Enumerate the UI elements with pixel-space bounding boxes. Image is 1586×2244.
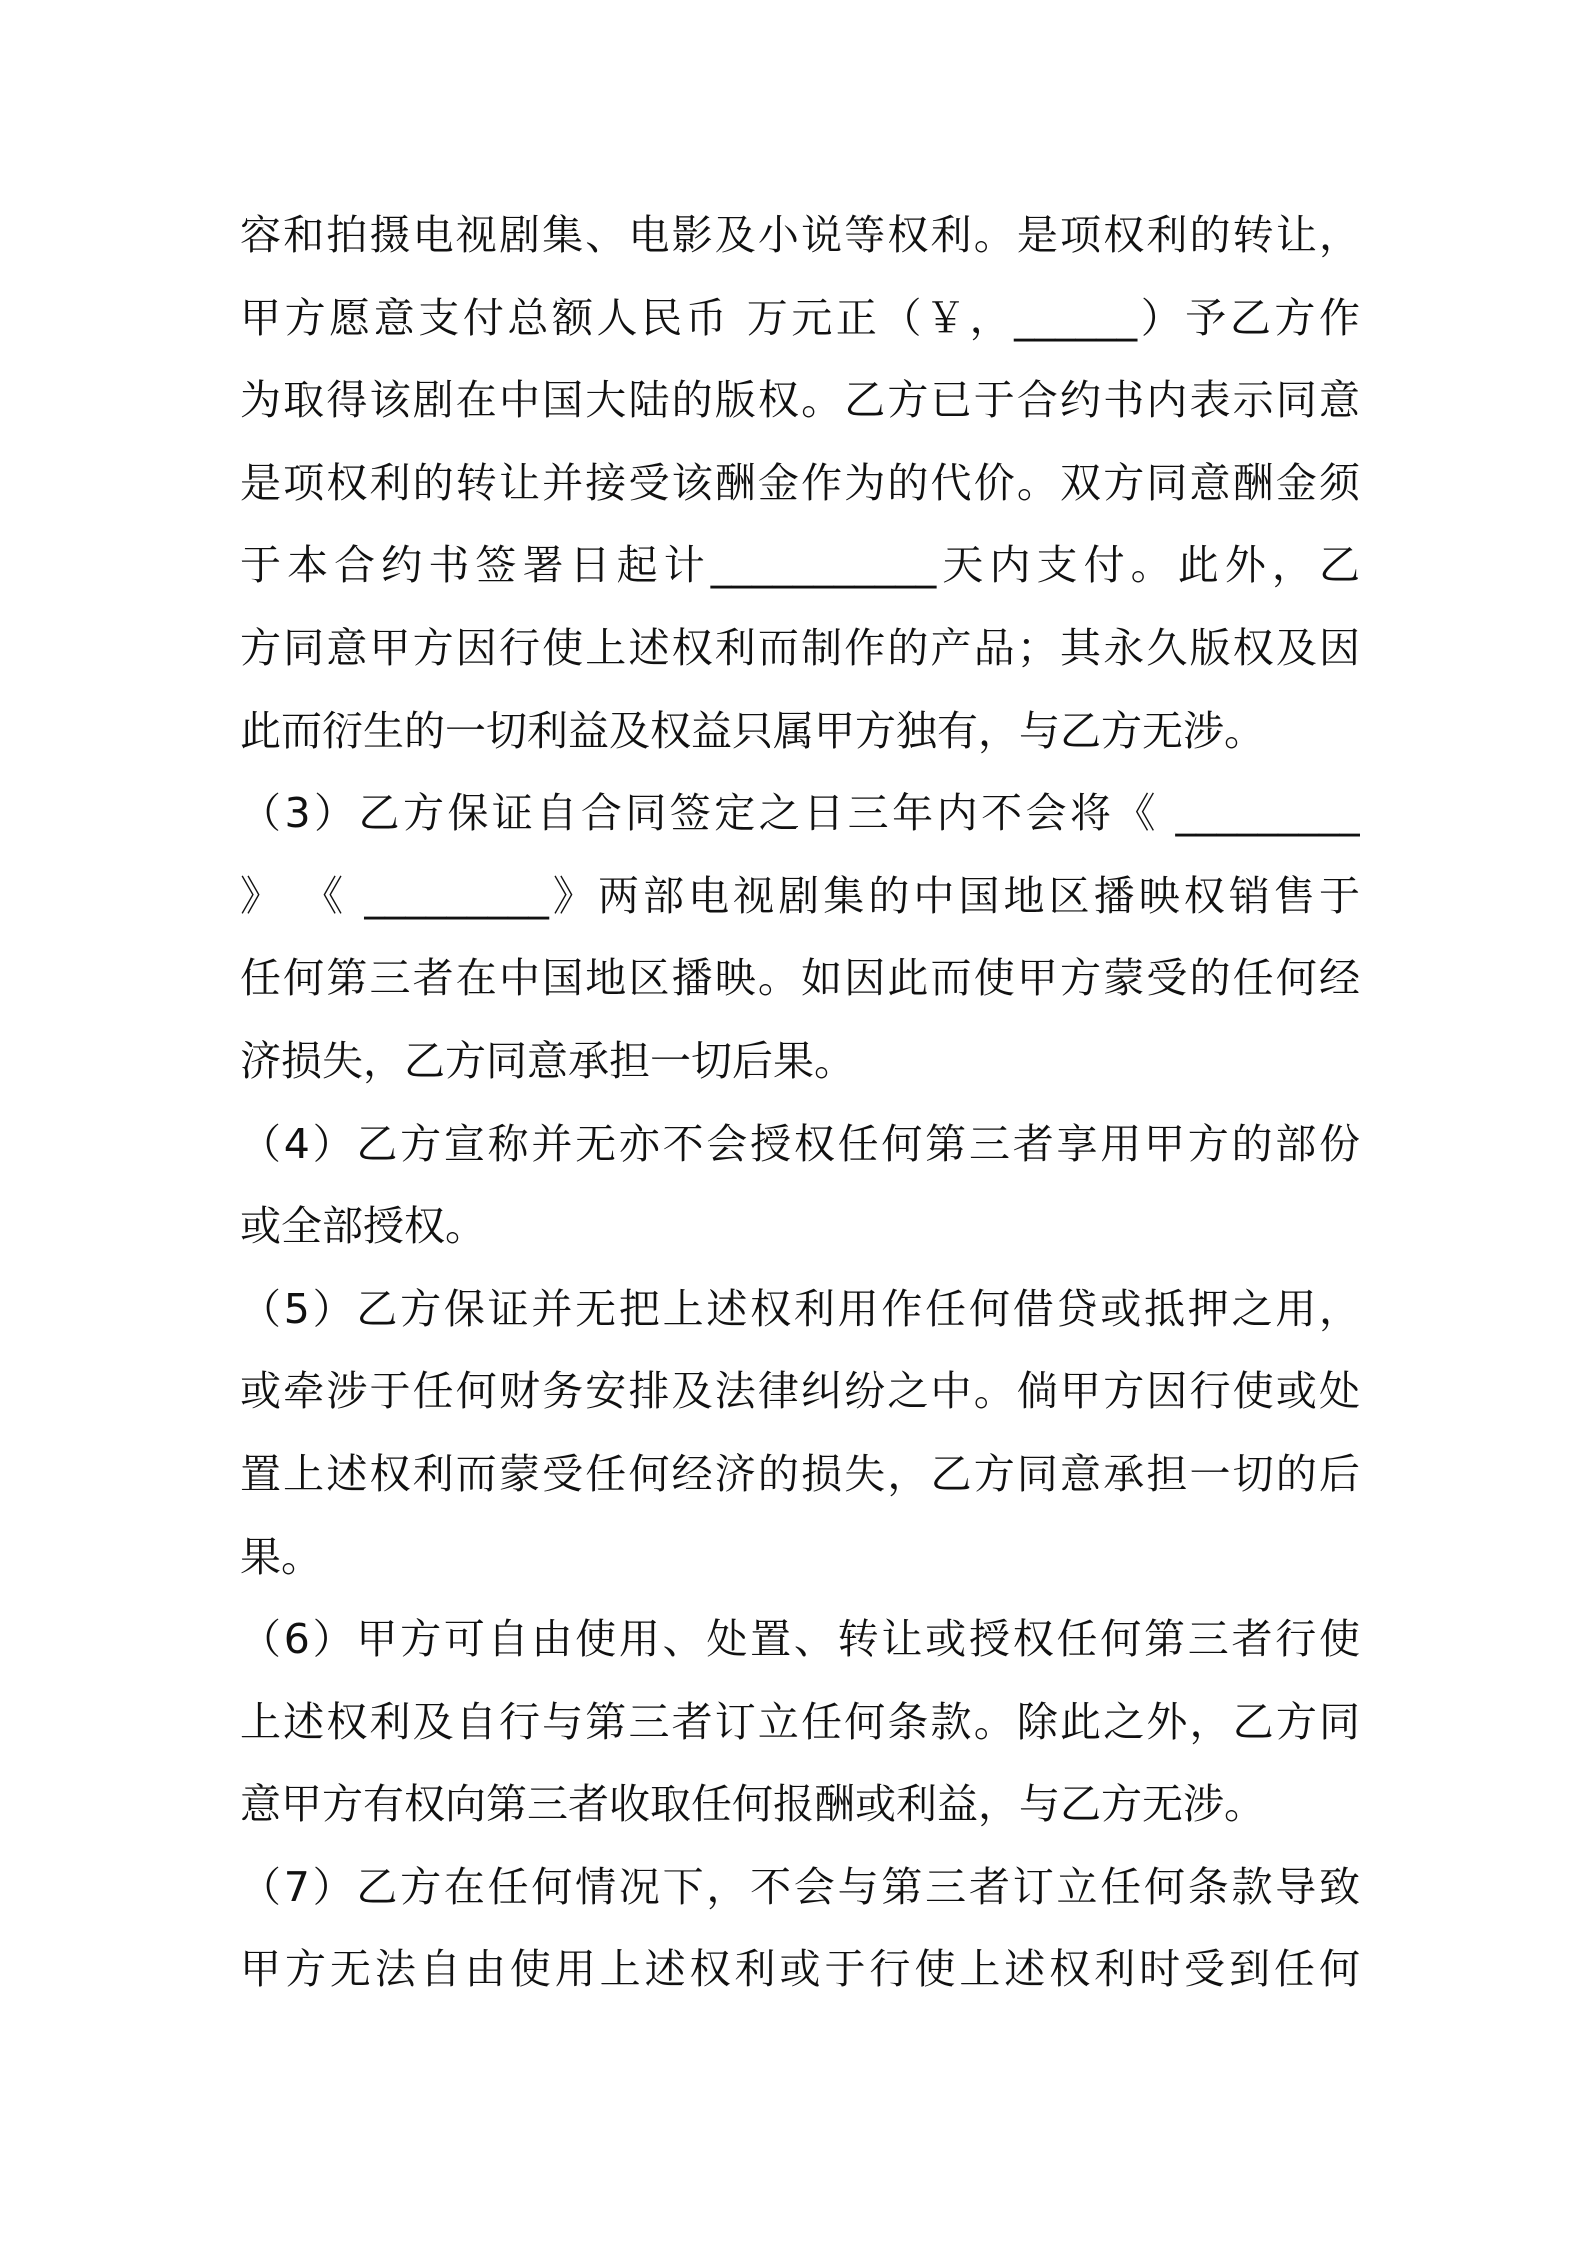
clause-3-line: （3）乙方保证自合同签定之日三年内不会将《 _________ — [240, 789, 1360, 838]
text-line: 置上述权利而蒙受任何经济的损失，乙方同意承担一切的后 — [240, 1449, 1360, 1498]
text-line: 意甲方有权向第三者收取任何报酬或利益，与乙方无涉。 — [240, 1780, 1265, 1829]
clause-5-line: （5）乙方保证并无把上述权利用作任何借贷或抵押之用， — [240, 1284, 1360, 1333]
text-line: 方同意甲方因行使上述权利而制作的产品；其永久版权及因 — [240, 623, 1360, 672]
text-line: 为取得该剧在中国大陆的版权。乙方已于合约书内表示同意 — [240, 376, 1360, 425]
contract-text — [240, 194, 1360, 2011]
text-line: 甲方无法自由使用上述权利或于行使上述权利时受到任何 — [240, 1945, 1360, 1994]
text-line: 果。 — [240, 1532, 322, 1581]
text-line: 》 《 _________》两部电视剧集的中国地区播映权销售于 — [240, 871, 1360, 920]
text-line: 上述权利及自行与第三者订立任何条款。除此之外，乙方同 — [240, 1697, 1360, 1746]
text-line: 或全部授权。 — [240, 1202, 486, 1251]
clause-7-line: （7）乙方在任何情况下，不会与第三者订立任何条款导致 — [240, 1862, 1360, 1911]
text-line: 此而衍生的一切利益及权益只属甲方独有，与乙方无涉。 — [240, 706, 1265, 755]
text-line: 容和拍摄电视剧集、电影及小说等权利。是项权利的转让， — [240, 211, 1360, 259]
clause-4-line: （4）乙方宣称并无亦不会授权任何第三者享用甲方的部份 — [240, 1119, 1360, 1168]
clause-6-line: （6）甲方可自由使用、处置、转让或授权任何第三者行使 — [240, 1615, 1360, 1664]
text-line: 济损失，乙方同意承担一切后果。 — [240, 1036, 855, 1085]
text-line: 任何第三者在中国地区播映。如因此而使甲方蒙受的任何经 — [240, 954, 1360, 1003]
text-line: 甲方愿意支付总额人民币 万元正（￥，______）予乙方作 — [240, 293, 1360, 342]
text-line: 于本合约书签署日起计___________天内支付。此外，乙 — [240, 541, 1360, 590]
text-line: 或牵涉于任何财务安排及法律纠纷之中。倘甲方因行使或处 — [240, 1367, 1360, 1416]
text-line: 是项权利的转让并接受该酬金作为的代价。双方同意酬金须 — [240, 458, 1360, 507]
